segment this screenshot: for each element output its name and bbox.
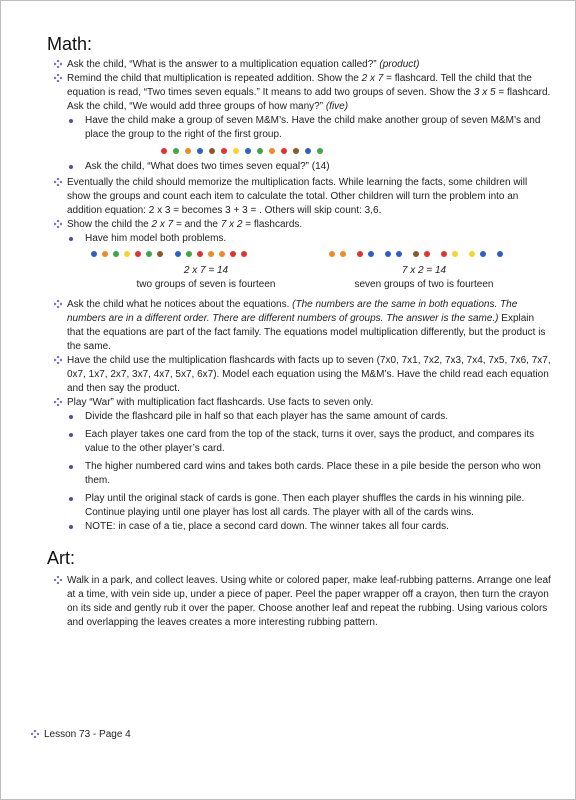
mm-candy-dot (269, 148, 275, 154)
four-diamond-bullet-icon (54, 60, 62, 68)
item-text: = and the (173, 219, 221, 230)
sub-list-item (47, 160, 553, 174)
mm-candy-dot (197, 251, 203, 257)
bullet-dot-icon (69, 165, 73, 169)
lesson-content (47, 34, 553, 630)
item-text: Have the child make a group of seven M&M’s. Have the child make another group of seven M&M’s and place the group to the right of the first group. (85, 115, 541, 140)
item-text: Play “War” with multiplication fact flashcards. Use facts to seven only. (67, 397, 374, 408)
mm-group (329, 250, 519, 258)
four-diamond-bullet-icon (54, 220, 62, 228)
mm-candy-dot (257, 148, 263, 154)
mm-candy-dot (441, 251, 447, 257)
four-diamond-bullet-icon (54, 300, 62, 308)
mm-candy-dot (340, 251, 346, 257)
mm-candy-dot (424, 251, 430, 257)
mm-candy-dot (497, 251, 503, 257)
bullet-dot-icon (69, 237, 73, 241)
item-italic: (product) (379, 59, 420, 70)
item-text: The higher numbered card wins and takes both cards. Place these in a pile beside the person who won them. (85, 461, 541, 486)
mm-candy-dot (452, 251, 458, 257)
bullet-dot-icon (69, 119, 73, 123)
item-text: Play until the original stack of cards is gone. Then each player shuffles the cards in his winning pile. Continue playing until one player has lost all cards. The player with all of the cards wins. (85, 493, 525, 518)
mm-candy-dot (185, 148, 191, 154)
math-heading: Math: (47, 34, 93, 54)
sub-list-item (47, 492, 553, 520)
model-two-groups-of-seven (91, 250, 321, 292)
item-text: Each player takes one card from the top of the stack, turns it over, says the product, and compares its value to the other player’s card. (85, 429, 535, 454)
item-text: NOTE: in case of a tie, place a second card down. The winner takes all four cards. (85, 521, 449, 532)
mm-candy-dot (113, 251, 119, 257)
four-diamond-bullet-icon (54, 398, 62, 406)
item-text: Have the child use the multiplication flashcards with facts up to seven (7x0, 7x1, 7x2, 7x3, 7x4, 7x5, 7x6, 7x7, 0x7, 1x7, 2x7, 3x7, 4x7, 5x7, 6x7). Model each equation using the M&M’s. Have the child read each equation and then say the product. (67, 355, 551, 394)
mm-models (47, 248, 553, 298)
mm-candy-dot (124, 251, 130, 257)
equation: 2 x 7 = 14 (183, 265, 229, 276)
four-diamond-bullet-icon (54, 356, 62, 364)
four-diamond-bullet-icon (54, 74, 62, 82)
art-heading: Art: (47, 548, 76, 568)
mm-candy-dot (209, 148, 215, 154)
mm-candy-dot (241, 251, 247, 257)
list-item (47, 72, 553, 114)
mm-candy-dot (281, 148, 287, 154)
item-text: Show the child the (67, 219, 152, 230)
mm-group (175, 250, 247, 258)
mm-candy-dot (368, 251, 374, 257)
mm-candy-dot (219, 251, 225, 257)
item-text: Walk in a park, and collect leaves. Using white or colored paper, make leaf-rubbing patterns. Arrange one leaf at a time, with vein side up, under a piece of paper. Peel the paper wrapper off a crayon, then turn the crayon on its side and gently rub it over the paper. Choose another leaf and repeat the rubbing. Using various colors and overlapping the leaves creates a more interesting rubbing pattern. (67, 575, 551, 628)
math-list (47, 58, 553, 534)
list-item (47, 354, 553, 396)
item-text: Remind the child that multiplication is repeated addition. Show the (67, 73, 362, 84)
bullet-dot-icon (69, 465, 73, 469)
item-italic: (five) (325, 101, 349, 112)
model-seven-groups-of-two (329, 250, 519, 292)
mm-dots (161, 146, 553, 156)
equation: 7 x 2 = 14 (401, 265, 447, 276)
mm-candy-dot (245, 148, 251, 154)
mm-candy-dot (413, 251, 419, 257)
art-list (47, 574, 553, 630)
mm-candy-dot (146, 251, 152, 257)
mm-candy-dot (305, 148, 311, 154)
item-text: Have him model both problems. (85, 233, 227, 244)
mm-dots-row (47, 146, 553, 156)
item-italic: 3 x 5 (473, 87, 496, 98)
mm-candy-dot (329, 251, 335, 257)
mm-candy-dot (396, 251, 402, 257)
mm-candy-dot (469, 251, 475, 257)
list-item (47, 396, 553, 410)
item-text: = flashcard. Tell the child that the equation is read, “Two times seven equals.” It means to add two groups of seven. Show the (67, 73, 532, 98)
list-item (47, 58, 553, 72)
item-text: Eventually the child should memorize the multiplication facts. While learning the facts, some children will show the groups and count each item to calculate the total. Other children will turn the problem into an addition equation: 2 x 3 = becomes 3 + 3 = . Others will skip count: 3,6. (67, 177, 528, 216)
mm-candy-dot (175, 251, 181, 257)
sub-list-item (47, 232, 553, 246)
mm-candy-dot (135, 251, 141, 257)
mm-candy-dot (157, 251, 163, 257)
list-item (47, 176, 553, 218)
list-item (47, 218, 553, 232)
equation-caption: seven groups of two is fourteen (354, 279, 494, 290)
mm-candy-dot (317, 148, 323, 154)
bullet-dot-icon (69, 525, 73, 529)
item-text: Divide the flashcard pile in half so that each player has the same amount of cards. (85, 411, 448, 422)
mm-candy-dot (293, 148, 299, 154)
item-italic: 2 x 7 (361, 73, 384, 84)
item-italic: 7 x 2 (220, 219, 243, 230)
mm-candy-dot (233, 148, 239, 154)
item-italic: 2 x 7 (151, 219, 174, 230)
mm-candy-dot (102, 251, 108, 257)
mm-candy-dot (197, 148, 203, 154)
mm-candy-dot (208, 251, 214, 257)
mm-candy-dot (357, 251, 363, 257)
mm-candy-dot (480, 251, 486, 257)
item-text: Ask the child what he notices about the equations. (67, 299, 293, 310)
item-text: Ask the child, “What is the answer to a multiplication equation called?” (67, 59, 380, 70)
sub-list-item (47, 428, 553, 456)
mm-candy-dot (221, 148, 227, 154)
list-item (47, 574, 553, 630)
sub-list-item (47, 410, 553, 424)
bullet-dot-icon (69, 415, 73, 419)
sub-list-item (47, 460, 553, 488)
mm-candy-dot (161, 148, 167, 154)
bullet-dot-icon (69, 497, 73, 501)
mm-candy-dot (173, 148, 179, 154)
footer-label: Lesson 73 - Page 4 (44, 729, 131, 740)
four-diamond-bullet-icon (54, 178, 62, 186)
four-diamond-bullet-icon (54, 576, 62, 584)
four-diamond-bullet-icon (31, 730, 39, 738)
mm-candy-dot (91, 251, 97, 257)
sub-list-item (47, 114, 553, 142)
mm-group (91, 250, 163, 258)
page-footer (31, 729, 131, 740)
item-text: Ask the child, “What does two times seven equal?” (14) (85, 161, 330, 172)
mm-candy-dot (186, 251, 192, 257)
list-item (47, 298, 553, 354)
item-text: = flashcard. Ask the child, “We would add three groups of how many?” (67, 87, 551, 112)
equation-caption: two groups of seven is fourteen (136, 279, 276, 290)
item-italic: (The numbers are the same in both equations. The numbers are in a different order. There are different numbers of groups. The answer is the same.) (67, 299, 518, 324)
sub-list-item (47, 520, 553, 534)
item-text: Explain that the equations are part of the fact family. The equations model multiplication differently, but the product is the same. (67, 313, 546, 352)
mm-candy-dot (385, 251, 391, 257)
item-text: = flashcards. (242, 219, 303, 230)
bullet-dot-icon (69, 433, 73, 437)
mm-candy-dot (230, 251, 236, 257)
